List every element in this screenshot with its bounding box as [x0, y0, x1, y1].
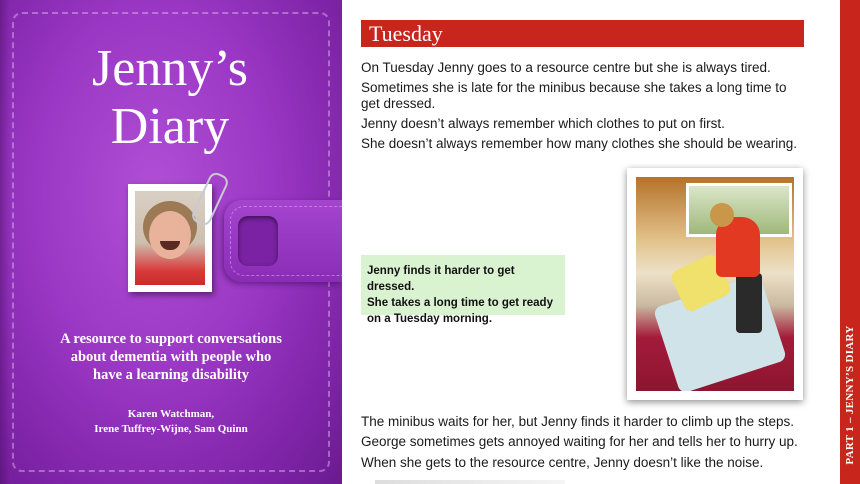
- diary-clasp-strap: [224, 200, 342, 282]
- portrait-face: [149, 211, 191, 259]
- photo-image: [636, 177, 794, 391]
- callout-line: on a Tuesday morning.: [367, 313, 493, 325]
- cover-title-line1: Jenny’s: [92, 40, 248, 97]
- paragraph: On Tuesday Jenny goes to a resource centre but she is always tired.: [361, 60, 771, 75]
- cover-subtitle-line: about dementia with people who: [70, 349, 272, 365]
- section-side-label: [840, 0, 860, 484]
- callout-text: [367, 263, 563, 327]
- day-heading: Tuesday: [369, 21, 443, 46]
- cover-authors: [40, 407, 302, 437]
- portrait-image: [135, 191, 205, 285]
- section-label-text: PART 1 – JENNY’S DIARY: [844, 325, 856, 465]
- photo-person-head: [710, 203, 734, 227]
- strap-slot: [238, 216, 278, 266]
- day-heading-bar: [361, 20, 804, 47]
- getting-dressed-photo: [627, 168, 803, 400]
- callout-line: Jenny finds it harder to get dressed.: [367, 265, 515, 293]
- callout-line: She takes a long time to get ready: [367, 297, 553, 309]
- cover-subtitle-line: have a learning disability: [93, 367, 249, 383]
- paragraph: The minibus waits for her, but Jenny finds it harder to climb up the steps.: [361, 414, 794, 429]
- paragraph: Jenny doesn’t always remember which clothes to put on first.: [361, 116, 725, 131]
- callout-box: [361, 255, 565, 325]
- book-cover: [0, 0, 342, 484]
- paragraph: She doesn’t always remember how many clothes she should be wearing.: [361, 136, 797, 151]
- cover-author-line: Karen Watchman,: [127, 408, 215, 420]
- page-bottom-divider: [375, 480, 565, 484]
- paragraph: When she gets to the resource centre, Jenny doesn’t like the noise.: [361, 455, 764, 470]
- photo-person-legs: [736, 273, 762, 333]
- cover-spine-shadow: [0, 0, 10, 484]
- cover-subtitle: [30, 330, 312, 384]
- cover-title-line2: Diary: [110, 98, 230, 155]
- paragraph: Sometimes she is late for the minibus because she takes a long time to get dressed.: [361, 80, 787, 111]
- paragraph: George sometimes gets annoyed waiting for her and tells her to hurry up.: [361, 434, 798, 449]
- cover-author-line: Irene Tuffrey-Wijne, Sam Quinn: [94, 423, 248, 435]
- cover-subtitle-line: A resource to support conversations: [60, 331, 282, 347]
